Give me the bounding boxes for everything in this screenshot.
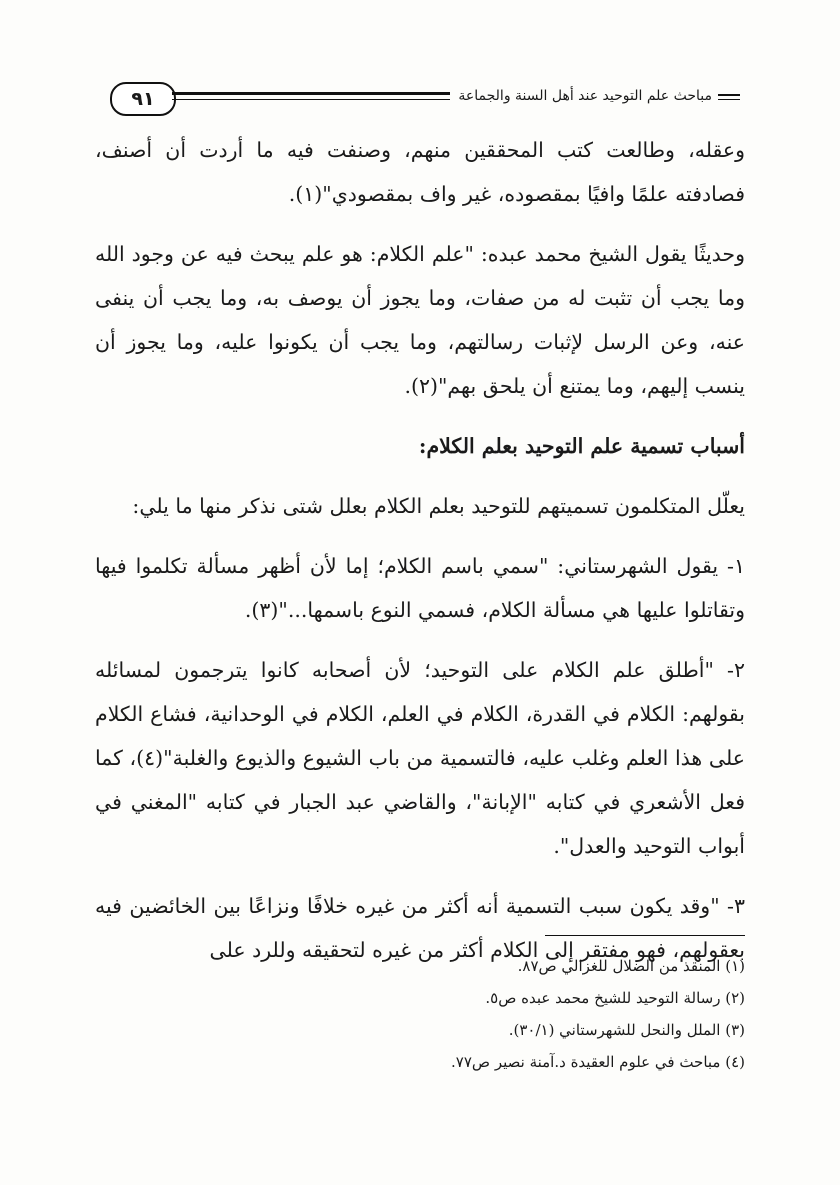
main-text xyxy=(95,128,745,972)
paragraph: ٢- "أطلق علم الكلام على التوحيد؛ لأن أصحابه كانوا يترجمون لمسائله بقولهم: الكلام في القدرة، الكلام في العلم، الكلام في الوحدانية، فشاع الكلام على هذا العلم وغلب عليه، فالتسمية من باب الشيوع والذيوع والغلبة"(٤)، كما فعل الأشعري في كتابه "الإبانة"، والقاضي عبد الجبار في كتابه "المغني في أبواب التوحيد والعدل". xyxy=(95,658,745,858)
footnote-separator xyxy=(545,935,745,936)
section-heading: أسباب تسمية علم التوحيد بعلم الكلام: xyxy=(418,434,745,458)
footnote: (١) المنقذ من الضلال للغزالي ص٨٧. xyxy=(517,957,745,975)
footnote: (٣) الملل والنحل للشهرستاني (٣٠/١). xyxy=(508,1021,745,1039)
footnote: (٢) رسالة التوحيد للشيخ محمد عبده ص٥. xyxy=(485,989,745,1007)
paragraph: وعقله، وطالعت كتب المحققين منهم، وصنفت فيه ما أردت أن أصنف، فصادفته علمًا وافيًا بمقصوده، غير واف بمقصودي"(١). xyxy=(95,138,745,206)
running-header xyxy=(100,80,740,116)
header-rule xyxy=(172,92,450,100)
paragraph: ١- يقول الشهرستاني: "سمي باسم الكلام؛ إما لأن أظهر مسألة تكلموا فيها وتقاتلوا عليها هي مسألة الكلام، فسمي النوع باسمها..."(٣). xyxy=(95,554,745,622)
footnotes xyxy=(95,950,745,1078)
running-title: مباحث علم التوحيد عند أهل السنة والجماعة xyxy=(458,88,712,104)
paragraph: يعلّل المتكلمون تسميتهم للتوحيد بعلم الكلام بعلل شتى نذكر منها ما يلي: xyxy=(132,494,745,518)
paragraph: ٣- "وقد يكون سبب التسمية أنه أكثر من غيره خلافًا ونزاعًا بين الخائضين فيه بعقولهم، فهو مفتقر إلى الكلام أكثر من غيره لتحقيقه وللرد على xyxy=(95,894,745,962)
page-number: ٩١ xyxy=(110,82,176,116)
footnote: (٤) مباحث في علوم العقيدة د.آمنة نصير ص٧٧. xyxy=(451,1053,745,1071)
header-rule-end xyxy=(718,94,740,100)
paragraph: وحديثًا يقول الشيخ محمد عبده: "علم الكلام: هو علم يبحث فيه عن وجود الله وما يجب أن تثبت له من صفات، وما يجوز أن يوصف به، وما يجب أن ينفى عنه، وعن الرسل لإثبات رسالتهم، وما يجب أن يكونوا عليه، وما يجوز أن ينسب إليهم، وما يمتنع أن يلحق بهم"(٢). xyxy=(95,242,745,398)
